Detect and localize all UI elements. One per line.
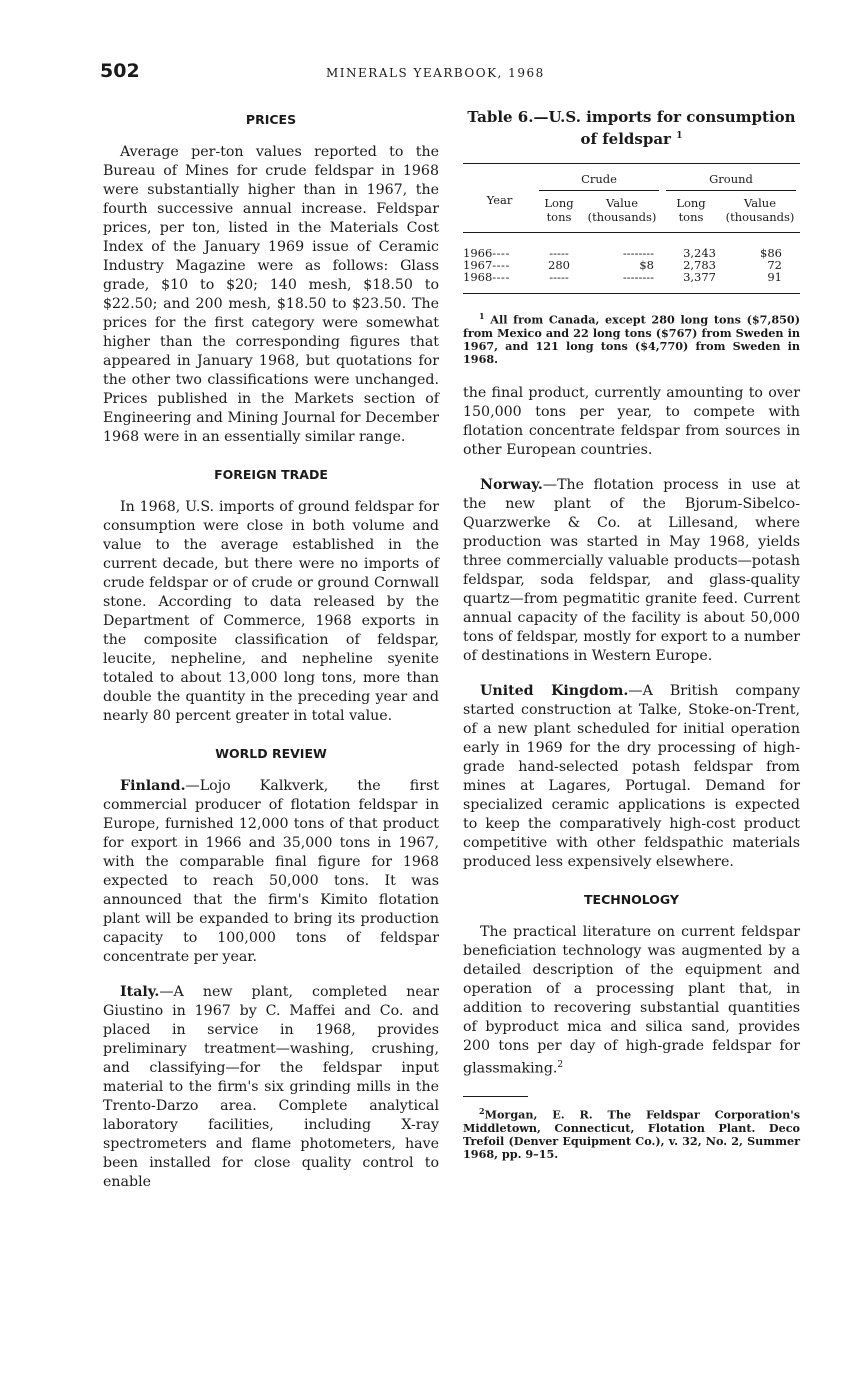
col-header-crude xyxy=(536,164,662,197)
page-number: 502 xyxy=(100,60,140,82)
italy-text: —A new plant, completed near Giustino in 1967 by C. Maffei and Co. and placed in service in 1968, provides preliminary treatment—washing, crushing, and classifying—for the feldspar input material to the firm's six grinding mills in the Trento-Darzo area. Complete analytical laboratory facilities, including X-ray spectrometers and flame photometers, have been installed for close quality control to enable xyxy=(103,984,439,1190)
year-value: 1966 xyxy=(463,246,493,260)
col-header-ground-tons xyxy=(662,196,720,233)
table6-footnote-text: All from Canada, except 280 long tons ($7,850) from Mexico and 22 long tons ($767) from Sweden in 1967, and 121 long tons ($4,770) from Sweden in 1968. xyxy=(463,312,800,366)
leader-dots: ---- xyxy=(492,258,510,272)
cell-crude-tons: ----- xyxy=(536,271,582,294)
footnote-2 xyxy=(463,1105,800,1161)
sub-value: Value xyxy=(606,196,638,210)
table6-title xyxy=(463,108,800,149)
year-value: 1968 xyxy=(463,270,493,284)
table-row xyxy=(463,271,800,294)
col-header-ground-label: Ground xyxy=(666,172,796,191)
sub-long: Long xyxy=(544,196,574,210)
world-review-heading: WORLD REVIEW xyxy=(215,746,327,761)
col-header-year: Year xyxy=(463,164,536,233)
uk-paragraph xyxy=(463,682,800,872)
foreign-trade-heading: FOREIGN TRADE xyxy=(214,467,328,482)
sub-tons: tons xyxy=(546,210,572,224)
uk-lead: United Kingdom. xyxy=(480,682,629,699)
col-header-ground-value xyxy=(720,196,800,233)
technology-footnote-ref: 2 xyxy=(557,1059,564,1070)
norway-lead: Norway. xyxy=(480,476,543,493)
prices-paragraph: Average per-ton values reported to the Bureau of Mines for crude feldspar in 1968 were substantially higher than in 1967, the fourth successive annual increase. Feldspar prices, per ton, listed in the Materials Cost Index of the January 1969 issue of Ceramic Industry Magazine were as follows: Glass grade, $10 to $20; 140 mesh, $18.50 to $22.50; and 200 mesh, $18.50 to $23.50. The prices for the first category were somewhat higher than the corresponding figures that appeared in January 1968, but quotations for the other two classifications were unchanged. Prices published in the Markets section of Engineering and Mining Journal for December 1968 were in an essentially similar range. xyxy=(103,144,439,445)
finland-text: —Lojo Kalkverk, the first commercial producer of flotation feldspar in Europe, furnished 12,000 tons of that product for export in 1966 and 35,000 tons in 1967, with the comparable final figure for 1968 expected to reach 50,000 tons. It was announced that the firm's Kimito flotation plant will be expanded to bring its production capacity to 100,000 tons of feldspar concentrate per year. xyxy=(103,778,439,965)
col-header-crude-value xyxy=(582,196,662,233)
leader-dots: ---- xyxy=(492,246,510,260)
sub-long: Long xyxy=(676,196,706,210)
footnote-divider xyxy=(463,1096,528,1097)
cell-ground-value: 91 xyxy=(720,271,800,294)
sub-thousands: (thousands) xyxy=(587,210,657,224)
finland-lead: Finland. xyxy=(120,778,186,794)
leader-dots: ---- xyxy=(492,270,510,284)
table6-title-footnote-mark: 1 xyxy=(676,131,683,141)
table6-footnote xyxy=(463,310,800,366)
table6-title-line2: of feldspar xyxy=(580,130,671,148)
col-header-crude-tons xyxy=(536,196,582,233)
cell-crude-value: $8 xyxy=(639,258,654,272)
cell-ground-tons: 2,783 xyxy=(683,258,716,272)
prices-heading: PRICES xyxy=(245,112,297,127)
cell-ground-tons: 3,243 xyxy=(683,246,716,260)
italy-lead: Italy. xyxy=(120,984,160,1000)
table6-title-line2-wrap xyxy=(463,127,800,149)
col-header-ground xyxy=(662,164,800,197)
cell-year xyxy=(463,271,536,294)
italy-paragraph xyxy=(103,983,439,1192)
left-column xyxy=(103,112,439,1192)
technology-paragraph xyxy=(463,923,800,1079)
col-header-crude-label: Crude xyxy=(539,172,659,191)
cell-crude-tons: 280 xyxy=(548,258,570,272)
table6-title-line1: Table 6.—U.S. imports for consumption xyxy=(467,108,796,126)
running-title: MINERALS YEARBOOK, 1968 xyxy=(326,66,545,80)
table6-footnote-mark: 1 xyxy=(479,311,485,321)
continuation-paragraph: the final product, currently amounting to over 150,000 tons per year, to compete with flotation concentrate feldspar from sources in other European countries. xyxy=(463,384,800,458)
table-row xyxy=(463,233,800,260)
year-value: 1967 xyxy=(463,258,493,272)
cell-crude-value: -------- xyxy=(622,246,654,260)
foreign-trade-paragraph: In 1968, U.S. imports of ground feldspar for consumption were close in both volume and value to the average established in the current decade, but there were no imports of crude feldspar or of crude or ground Cornwall stone. According to data released by the Department of Commerce, 1968 exports in the composite classification of feldspar, leucite, nepheline, and nepheline syenite totaled to about 13,000 long tons, more than double the quantity in the preceding year and nearly 80 percent greater in total value. xyxy=(103,499,439,724)
cell-crude-value: -------- xyxy=(582,271,662,294)
cell-crude-tons: ----- xyxy=(549,246,569,260)
uk-text: —A British company started construction at Talke, Stoke-on-Trent, of a new plant scheduled for initial operation early in 1969 for the dry processing of high-grade hand-selected potash feldspar from mines at Lagares, Portugal. Demand for specialized ceramic applications is expected to keep the comparatively high-cost product competitive with other feldspathic materials produced less expensively elsewhere. xyxy=(463,682,800,870)
cell-year xyxy=(463,233,536,260)
right-column xyxy=(463,108,800,1161)
norway-text: —The flotation process in use at the new plant of the Bjorum-Sibelco-Quarzwerke & Co. at Lillesand, where production was started in May 1968, yields three commercially valuable products—potash feldspar, soda feldspar, and glass-quality quartz—from pegmatitic granite feed. Current annual capacity of the facility is about 50,000 tons of feldspar, mostly for export to a number of destinations in Western Europe. xyxy=(463,476,800,664)
sub-value: Value xyxy=(744,196,776,210)
finland-paragraph xyxy=(103,777,439,967)
norway-paragraph xyxy=(463,476,800,666)
technology-heading: TECHNOLOGY xyxy=(584,891,679,907)
cell-ground-value: $86 xyxy=(760,246,782,260)
table6 xyxy=(463,163,800,294)
footnote-2-mark: 2 xyxy=(479,1106,485,1117)
cell-ground-tons: 3,377 xyxy=(662,271,720,294)
sub-thousands: (thousands) xyxy=(725,210,795,224)
cell-ground-value: 72 xyxy=(767,258,782,272)
footnote-2-text: Morgan, E. R. The Feldspar Corporation's Middletown, Connecticut, Flotation Plant. Deco Trefoil (Denver Equipment Co.), v. 32, No. 2, Summer 1968, pp. 9–15. xyxy=(463,1108,800,1162)
technology-text: The practical literature on current feldspar beneficiation technology was augmented by a detailed description of the equipment and operation of a processing plant that, in addition to recovering substantial quantities of byproduct mica and silica sand, provides 200 tons per day of high-grade feldspar for glassmaking. xyxy=(463,923,800,1077)
sub-tons: tons xyxy=(678,210,704,224)
